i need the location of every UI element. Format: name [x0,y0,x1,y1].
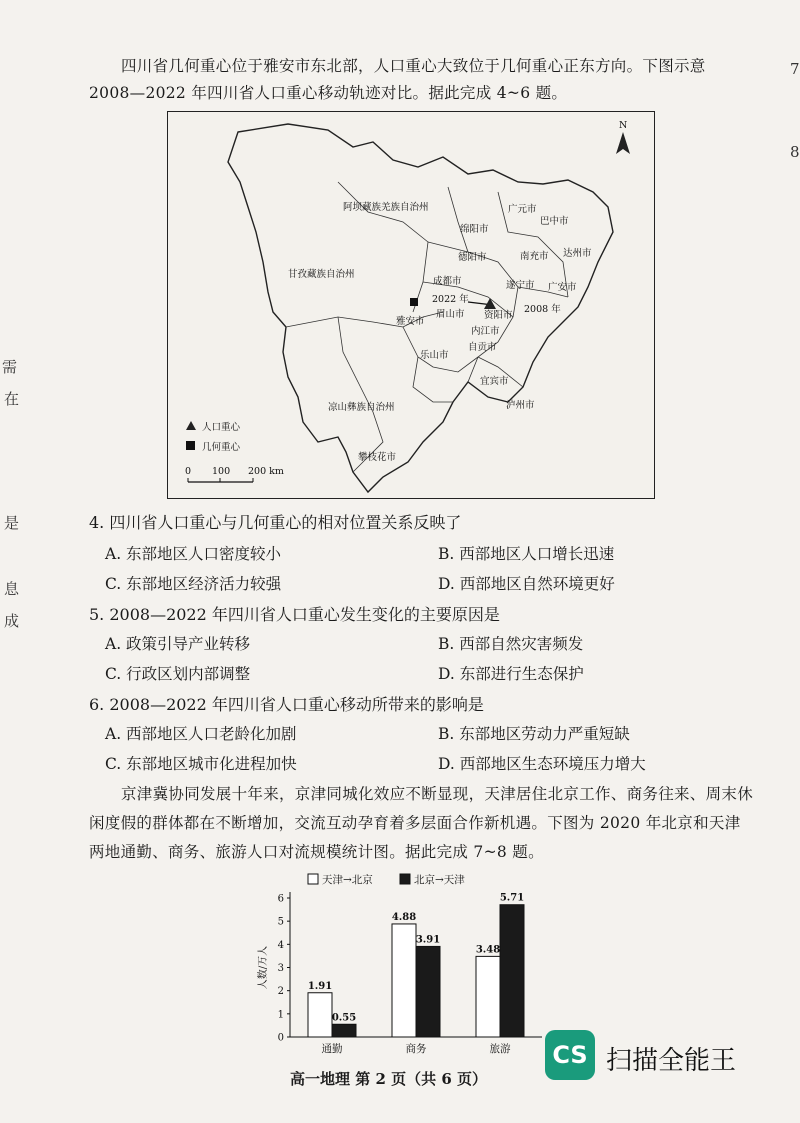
option-d[interactable]: D. 西部地区自然环境更好 [438,575,615,593]
option-c[interactable]: C. 东部地区经济活力较强 [105,575,282,593]
question-stem: 6. 2008—2022 年四川省人口重心移动所带来的影响是 [89,695,484,714]
map-city-label: 乐山市 [420,350,449,361]
intro-line: 两地通勤、商务、旅游人口对流规模统计图。据此完成 7~8 题。 [89,843,544,861]
map-city-label: 宜宾市 [480,376,509,387]
margin-mark: 成 [4,612,20,630]
y-tick-label: 2 [277,986,284,998]
map-city-label: 德阳市 [458,252,487,263]
legend-geo-label: 几何重心 [202,442,241,453]
data-label: 3.48 [475,944,501,956]
bar [332,1024,356,1037]
option-a[interactable]: A. 西部地区人口老龄化加剧 [105,725,297,743]
map-city-label: 广元市 [508,204,537,215]
map-city-label: 资阳市 [484,310,513,321]
option-c[interactable]: C. 东部地区城市化进程加快 [105,755,297,773]
scale-label: 100 [212,466,231,477]
year-2022-label: 2022 年 [432,294,469,305]
boundary-line [428,242,468,252]
margin-mark: 在 [4,390,20,408]
map-city-label: 眉山市 [436,309,465,320]
y-tick-label: 0 [277,1032,284,1044]
option-a[interactable]: A. 政策引导产业转移 [105,635,251,653]
y-tick-label: 6 [277,893,284,905]
x-tick-label: 商务 [405,1043,427,1055]
option-d[interactable]: D. 西部地区生态环境压力增大 [438,755,646,773]
intro-line: 京津冀协同发展十年来，京津同城化效应不断显现，天津居住北京工作、商务往来、周末休 [121,785,754,803]
option-d[interactable]: D. 东部进行生态保护 [438,665,584,683]
bar [500,905,524,1037]
bar [308,993,332,1037]
intro-line: 四川省几何重心位于雅安市东北部，人口重心大致位于几何重心正东方向。下图示意 [121,57,706,75]
legend-swatch-beijing-tianjin [400,874,410,884]
data-label: 1.91 [307,980,333,992]
y-tick-label: 4 [277,939,284,951]
margin-mark: 息 [4,580,20,598]
y-tick-label: 5 [277,916,284,928]
camscanner-logo [545,1030,595,1080]
map-city-label: 内江市 [471,326,500,337]
intro-line: 闲度假的群体都在不断增加，交流互动孕育着多层面合作新机遇。下图为 2020 年北京和天津 [89,814,741,832]
scale-label: 200 km [248,466,284,477]
map-region-label: 甘孜藏族自治州 [288,269,355,280]
margin-mark: 7 [790,60,800,78]
map-city-label: 泸州市 [506,400,535,411]
x-tick-label: 通勤 [321,1043,343,1055]
y-tick-label: 3 [277,963,284,974]
intro-line: 2008—2022 年四川省人口重心移动轨迹对比。据此完成 4~6 题。 [89,84,568,102]
margin-mark: 需 [2,358,18,376]
map-city-label: 南充市 [520,251,549,262]
population-center-triangle [484,298,496,309]
bar-chart [250,870,550,1075]
y-tick-label: 1 [277,1009,284,1021]
map-city-label: 巴中市 [540,216,569,227]
x-tick-label: 旅游 [489,1043,511,1055]
y-axis-label: 人数/万人 [258,945,269,990]
data-label: 5.71 [499,892,525,904]
map-city-label: 绵阳市 [460,224,489,235]
data-label: 3.91 [415,934,441,946]
legend-label: 天津→北京 [322,874,373,886]
north-arrow-icon [616,132,630,154]
map-city-label: 自贡市 [468,342,497,353]
margin-mark: 8 [790,143,800,161]
option-b[interactable]: B. 西部自然灾害频发 [438,635,584,653]
camscanner-name: 扫描全能王 [606,1046,737,1076]
margin-mark: 是 [4,514,20,532]
legend-swatch-tianjin-beijing [308,874,318,884]
map-region-label: 凉山彝族自治州 [328,402,395,413]
geometric-center-square [410,298,418,306]
bar-chart-svg [250,870,550,1075]
map-city-label: 成都市 [433,276,462,287]
bar [476,956,500,1037]
legend-pop-label: 人口重心 [202,422,241,433]
option-b[interactable]: B. 东部地区劳动力严重短缺 [438,725,630,743]
legend-square-icon [186,441,195,450]
option-b[interactable]: B. 西部地区人口增长迅速 [438,545,615,563]
legend-triangle-icon [186,421,196,430]
camscanner-logo-text: CS [552,1041,588,1069]
year-2008-label: 2008 年 [524,304,561,315]
scale-label: 0 [185,466,192,477]
page-footer: 高一地理 第 2 页（共 6 页） [290,1070,487,1088]
map-city-label: 遂宁市 [506,280,535,291]
question-stem: 4. 四川省人口重心与几何重心的相对位置关系反映了 [89,513,462,532]
sichuan-map [167,111,655,499]
map-city-label: 广安市 [548,282,577,293]
data-label: 4.88 [391,911,417,923]
north-label: N [619,120,628,131]
option-a[interactable]: A. 东部地区人口密度较小 [105,545,282,563]
legend-label: 北京→天津 [414,874,465,886]
map-city-label: 雅安市 [396,316,425,327]
map-city-label: 达州市 [563,248,592,259]
bar [416,946,440,1037]
boundary-line [413,357,453,402]
bar [392,924,416,1037]
map-region-label: 阿坝藏族羌族自治州 [343,202,429,213]
map-city-label: 攀枝花市 [358,452,397,463]
data-label: 0.55 [331,1012,357,1024]
option-c[interactable]: C. 行政区划内部调整 [105,665,251,683]
question-stem: 5. 2008—2022 年四川省人口重心发生变化的主要原因是 [89,605,500,624]
